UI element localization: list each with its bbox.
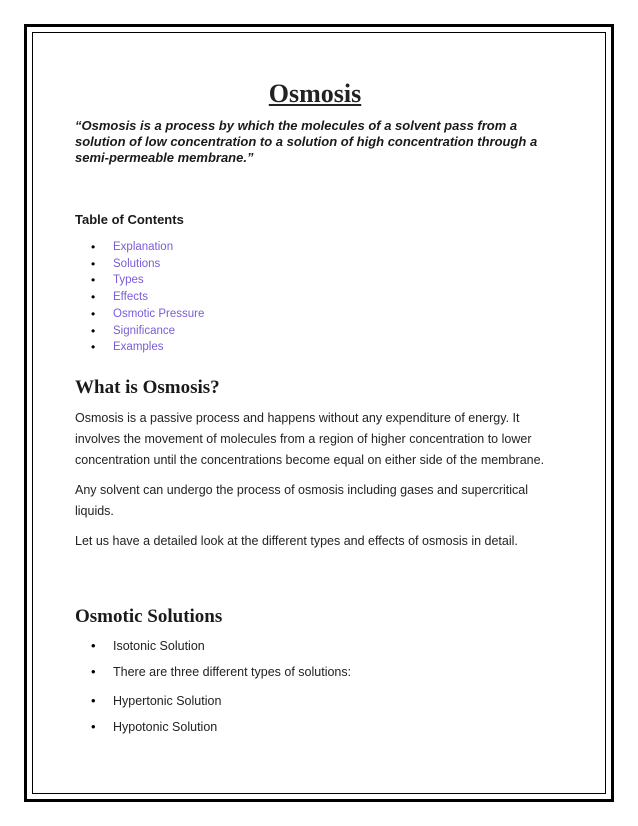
toc-link-osmotic-pressure[interactable]: Osmotic Pressure [113, 307, 205, 320]
definition-quote: “Osmosis is a process by which the molecules of a solvent pass from a solution of low concentration to a solution of high concentration through a semi-permeable membrane.” [75, 118, 538, 165]
solutions-list [75, 637, 555, 736]
page-title: Osmosis [268, 79, 362, 108]
document-content [75, 78, 555, 736]
paragraph: Let us have a detailed look at the different types and effects of osmosis in detail. [75, 533, 518, 548]
list-item: • Hypotonic Solution [75, 718, 555, 736]
list-item: • There are three different types of solutions: [75, 663, 555, 681]
toc-item [75, 256, 555, 273]
toc-item [75, 339, 555, 356]
list-item: • Isotonic Solution [75, 637, 555, 655]
spacer [75, 561, 555, 605]
section-heading-what-is-osmosis: What is Osmosis? [75, 376, 220, 398]
list-item: • Hypertonic Solution [75, 692, 555, 710]
toc-link-significance[interactable]: Significance [113, 324, 176, 337]
toc-heading: Table of Contents [75, 212, 184, 227]
paragraph: Any solvent can undergo the process of osmosis including gases and supercritical liquids. [75, 482, 529, 518]
paragraph: Osmosis is a passive process and happens without any expenditure of energy. It involves the movement of molecules from a region of higher concentration to lower concentration until the concentrations become equal on either side of the membrane. [75, 410, 545, 467]
toc-link-types[interactable]: Types [113, 274, 144, 287]
toc-link-solutions[interactable]: Solutions [113, 257, 161, 270]
toc-item [75, 306, 555, 323]
table-of-contents [75, 239, 555, 356]
toc-link-explanation[interactable]: Explanation [113, 241, 174, 253]
section-heading-osmotic-solutions: Osmotic Solutions [75, 605, 223, 627]
toc-item [75, 323, 555, 340]
toc-item [75, 239, 555, 256]
toc-item [75, 289, 555, 306]
toc-link-examples[interactable]: Examples [113, 341, 164, 354]
toc-item [75, 272, 555, 289]
toc-link-effects[interactable]: Effects [113, 291, 148, 304]
